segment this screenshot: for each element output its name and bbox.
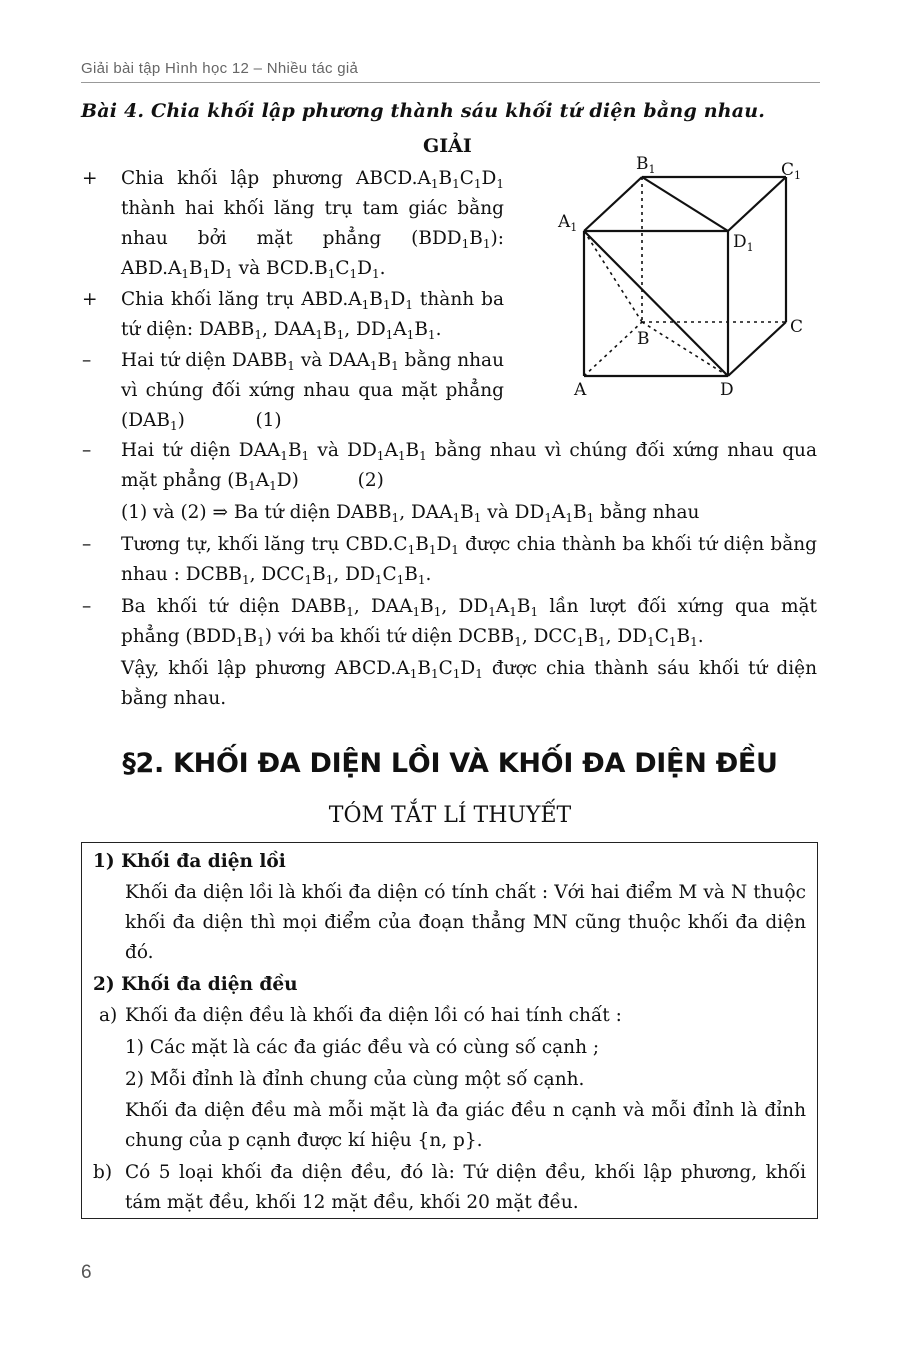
box-a-item-2: 2) Mỗi đỉnh là đỉnh chung của cùng một số cạnh. bbox=[125, 1069, 585, 1090]
bullet-dash: – bbox=[82, 534, 92, 555]
page-header: Giải bài tập Hình học 12 – Nhiều tác giả bbox=[81, 60, 359, 77]
box-a-text: Khối đa diện đều là khối đa diện lồi có hai tính chất : bbox=[125, 1005, 622, 1026]
box-a-item-1: 1) Các mặt là các đa giác đều và có cùng số cạnh ; bbox=[125, 1037, 600, 1058]
label-C: C bbox=[790, 317, 804, 337]
page-number: 6 bbox=[81, 1262, 92, 1283]
diag-A1-D bbox=[584, 231, 728, 376]
solution-step-2: Chia khối lăng trụ $ABD.A_1B_1D_1$ thành ba tứ diện: $DABB_1$, $DAA_1B_1$, $DD_1A_1B_1$. bbox=[121, 289, 504, 342]
box-a-label: a) bbox=[99, 1005, 118, 1026]
bullet-plus: + bbox=[82, 289, 98, 310]
box-a-text-3: Khối đa diện đều mà mỗi mặt là đa giác đều n cạnh và mỗi đỉnh là đỉnh chung của p cạnh được kí hiệu {n, p}. bbox=[125, 1100, 806, 1151]
edge-D1-C1 bbox=[728, 177, 786, 231]
solution-heading: GIẢI bbox=[423, 135, 472, 157]
edge-D-C bbox=[728, 322, 786, 376]
theory-box bbox=[81, 842, 818, 1219]
solution-step-1: Chia khối lập phương $ABCD.A_1B_1C_1D_1$ thành hai khối lăng trụ tam giác bằng nhau bởi mặt phẳng $(BDD_1B_1)$: $ABD.A_1B_1D_1$ và $BCD.B_1C_1D_1$. bbox=[121, 168, 504, 281]
solution-step-5: Tương tự, khối lăng trụ $CBD.C_1B_1D_1$ được chia thành ba khối tứ diện bằng nhau : $DCBB_1$, $DCC_1B_1$, $DD_1C_1B_1$. bbox=[121, 534, 817, 587]
section-subtitle: TÓM TẮT LÍ THUYẾT bbox=[328, 803, 572, 828]
bullet-dash: – bbox=[82, 596, 92, 617]
conclusion-1-2: (1) và (2) ⇒ Ba tứ diện $DABB_1$, $DAA_1B_1$ và $DD_1A_1B_1$ bằng nhau bbox=[121, 502, 700, 525]
header-rule bbox=[81, 82, 820, 83]
edge-A1-B1 bbox=[584, 177, 642, 231]
bullet-dash: – bbox=[82, 350, 92, 371]
box-b-text: Có 5 loại khối đa diện đều, đó là: Tứ diện đều, khối lập phương, khối tám mặt đều, khối 12 mặt đều, khối 20 mặt đều. bbox=[125, 1162, 806, 1213]
box-heading-1: 1) Khối đa diện lồi bbox=[93, 851, 286, 872]
box-text-1: Khối đa diện lồi là khối đa diện có tính chất : Với hai điểm M và N thuộc khối đa diện thì mọi điểm của đoạn thẳng MN cũng thuộc khối đa diện đó. bbox=[125, 882, 806, 963]
bullet-plus: + bbox=[82, 168, 98, 189]
hidden-diag-A1-B bbox=[584, 231, 642, 322]
solution-step-6: Ba khối tứ diện $DABB_1$, $DAA_1B_1$, $DD_1A_1B_1$ lần lượt đối xứng qua mặt phẳng $(BDD_1B_1)$ với ba khối tứ diện $DCBB_1$, $DCC_1B_1$, $DD_1C_1B_1$. bbox=[121, 596, 817, 649]
label-A1: $A_1$ bbox=[558, 212, 578, 234]
hidden-edge-A-B bbox=[584, 322, 642, 376]
label-B1: $B_1$ bbox=[636, 154, 656, 176]
solution-step-4: Hai tứ diện $DAA_1B_1$ và $DD_1A_1B_1$ bằng nhau vì chúng đối xứng nhau qua mặt phẳng $(B_1A_1D)$ (2) bbox=[121, 440, 817, 493]
label-D1: $D_1$ bbox=[733, 232, 754, 254]
label-C1: $C_1$ bbox=[781, 160, 802, 182]
hidden-diag-B-D bbox=[642, 322, 728, 376]
bullet-dash: – bbox=[82, 440, 92, 461]
box-heading-2: 2) Khối đa diện đều bbox=[93, 974, 298, 995]
final-conclusion: Vậy, khối lập phương $ABCD.A_1B_1C_1D_1$ được chia thành sáu khối tứ diện bằng nhau. bbox=[121, 658, 818, 709]
cube-figure bbox=[550, 145, 820, 410]
label-D: D bbox=[720, 380, 734, 400]
label-A: A bbox=[574, 380, 587, 400]
problem-statement: Bài 4. Chia khối lập phương thành sáu khối tứ diện bằng nhau. bbox=[81, 100, 766, 122]
section-title: §2. KHỐI ĐA DIỆN LỒI VÀ KHỐI ĐA DIỆN ĐỀU bbox=[122, 748, 778, 779]
box-b-label: b) bbox=[93, 1162, 113, 1183]
label-B: B bbox=[637, 329, 650, 349]
diag-B1-D1 bbox=[642, 177, 728, 231]
solution-step-3: Hai tứ diện $DABB_1$ và $DAA_1B_1$ bằng nhau vì chúng đối xứng nhau qua mặt phẳng $(DAB_1)$ (1) bbox=[121, 350, 505, 433]
